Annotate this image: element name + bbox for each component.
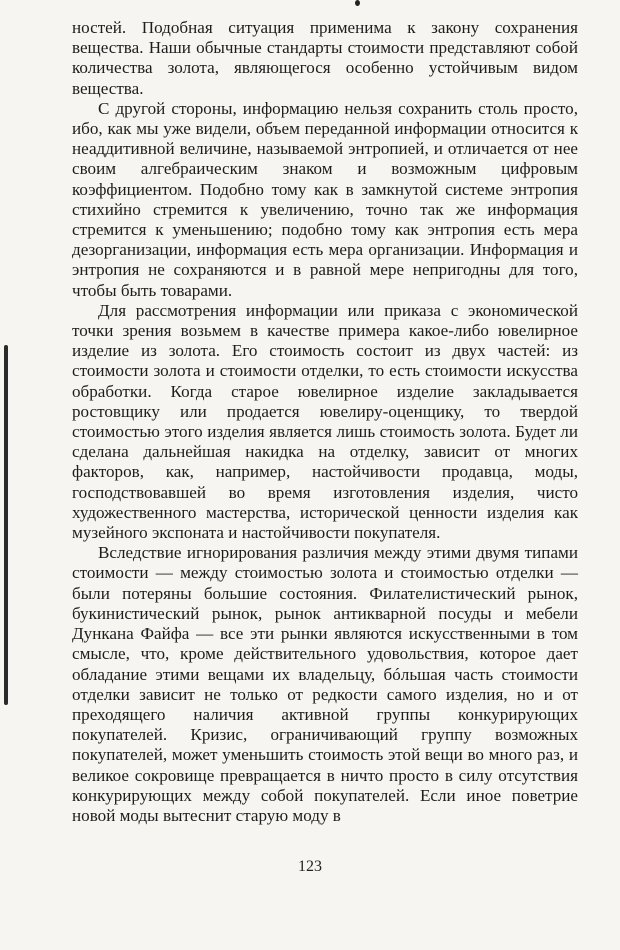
paragraph-3: Для рассмотрения информации или приказа с экономической точки зрения возьмем в качестве примера какое-либо ювелирное изделие из золота. Его стоимость состоит из двух частей: из стоимости золота и стоимости отделки, то есть стоимости искусства обработки. Когда старое ювелирное изделие закладывается ростовщику или продается ювелиру-оценщику, то твердой стоимостью этого изделия является лишь стоимость золота. Будет ли сделана дальнейшая накидка на отделку, зависит от многих факторов, как, например, настойчивости продавца, моды, господствовавшей во время изготовления изделия, чисто художественного мастерства, исторической ценности изделия как музейного экспоната и настойчивости покупателя. [72,300,578,543]
paragraph-4: Вследствие игнорирования различия между этими двумя типами стоимости — между стоимостью золота и стоимостью отделки — были потеряны большие состояния. Филателистический рынок, букинистический рынок, рынок антикварной посуды и мебели Дункана Файфа — все эти рынки являются искусственными в том смысле, что, кроме действительного удовольствия, которое дает обладание этими вещами их владельцу, бóльшая часть стоимости отделки зависит не только от редкости самого изделия, но и от преходящего наличия активной группы конкурирующих покупателей. Кризис, ограничивающий группу возможных покупателей, может уменьшить стоимость этой вещи во много раз, и великое сокровище превращается в ничто просто в силу отсутствия конкурирующих между собой покупателей. Если иное поветрие новой моды вытеснит старую моду в [72,543,578,825]
page-text-block [72,18,578,826]
ink-mark [355,0,360,6]
binding-edge-mark [4,345,8,705]
paragraph-2: С другой стороны, информацию нельзя сохранить столь просто, ибо, как мы уже видели, объем переданной информации относится к неаддитивной величине, называемой энтропией, и отличается от нее своим алгебраическим знаком и возможным цифровым коэффициентом. Подобно тому как в замкнутой системе энтропия стихийно стремится к увеличению, точно так же информация стремится к уменьшению; подобно тому как энтропия есть мера дезорганизации, информация есть мера организации. Информация и энтропия не сохраняются и в равной мере непригодны для того, чтобы быть товарами. [72,98,578,300]
paragraph-1: ностей. Подобная ситуация применима к закону сохранения вещества. Наши обычные стандарты стоимости представляют собой количества золота, являющегося особенно устойчивым видом вещества. [72,18,578,98]
page-number: 123 [298,858,322,875]
